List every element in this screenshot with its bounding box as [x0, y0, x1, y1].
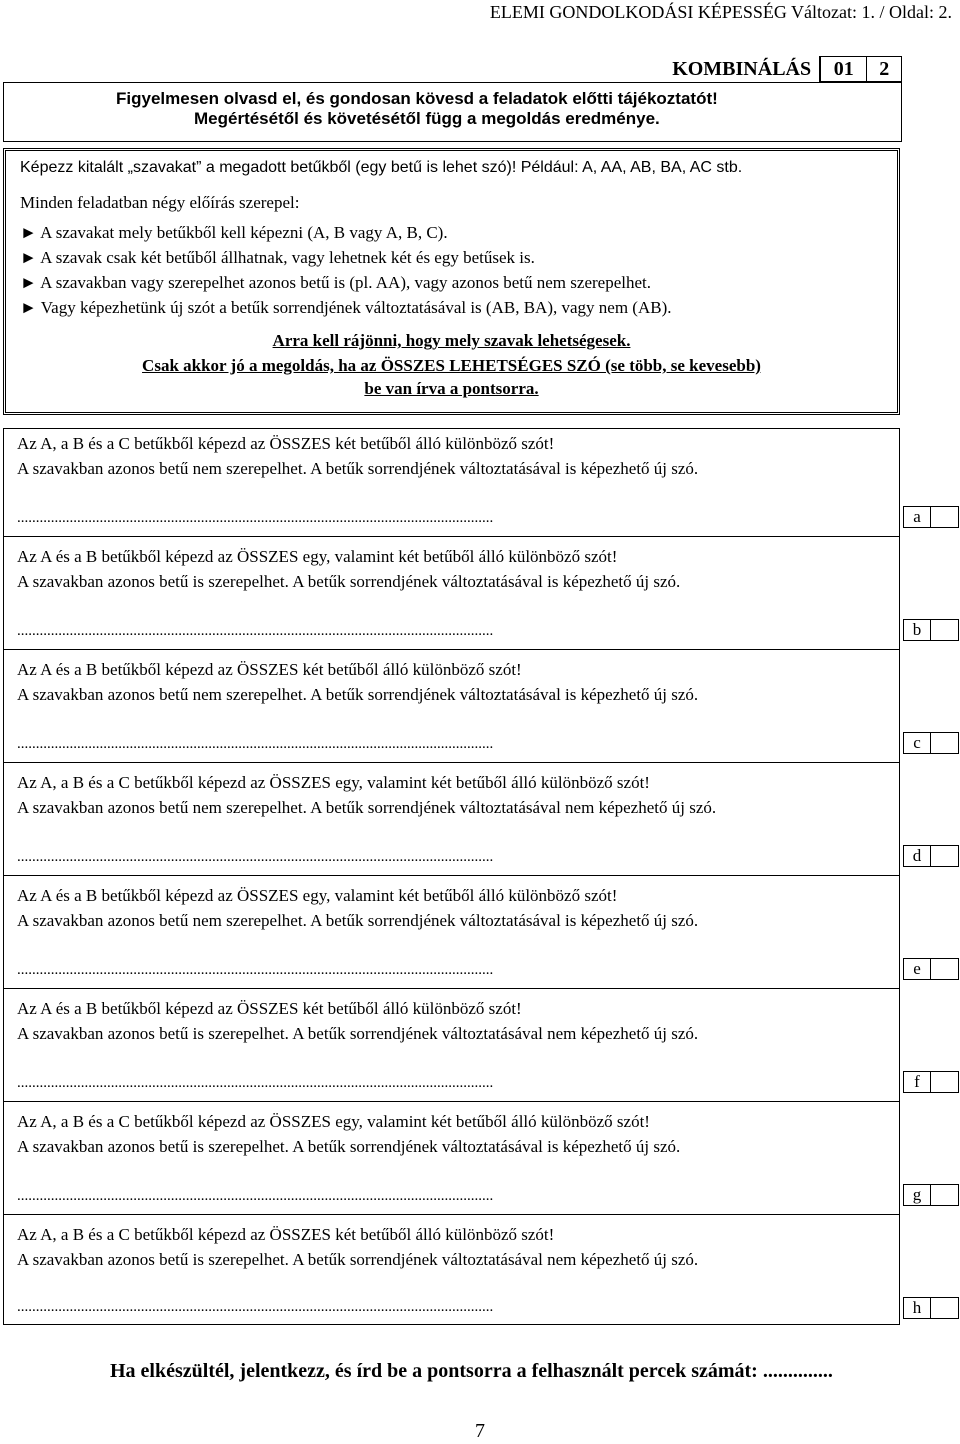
page-number: 7 — [475, 1420, 485, 1442]
task-h-line-2: A szavakban azonos betű is szerepelhet. A betűk sorrendjének változtatásával nem képezhető új szó. — [17, 1250, 699, 1269]
task-e-line-2: A szavakban azonos betű nem szerepelhet. A betűk sorrendjének változtatásával is képezhető új szó. — [17, 911, 699, 930]
task-a-line-1: Az A, a B és a C betűkből képezd az ÖSSZES két betűből álló különböző szót! — [17, 434, 555, 453]
task-f-score-cell[interactable] — [931, 1071, 959, 1093]
notice-line-2: Megértésétől és követésétől függ a megoldás eredménye. — [194, 109, 660, 128]
task-e-score-box — [903, 958, 959, 980]
task-e-label: e — [903, 958, 931, 980]
task-type-label: KOMBINÁLÁS — [672, 56, 820, 82]
task-b-answer-line[interactable]: ............................................................................................................................... — [17, 623, 494, 639]
task-d-score-cell[interactable] — [931, 845, 959, 867]
task-separator — [3, 988, 900, 989]
rules-intro: Képezz kitalált „szavakat” a megadott betűkből (egy betű is lehet szó)! Például: A, AA, AB, BA, AC stb. — [20, 159, 743, 176]
task-g-score-box — [903, 1184, 959, 1206]
task-points: 2 — [867, 56, 902, 82]
task-c-score-cell[interactable] — [931, 732, 959, 754]
task-f-line-1: Az A és a B betűkből képezd az ÖSSZES két betűből álló különböző szót! — [17, 999, 522, 1018]
notice-line-1: Figyelmesen olvasd el, és gondosan kövesd a feladatok előtti tájékoztatót! — [116, 89, 718, 108]
running-header: ELEMI GONDOLKODÁSI KÉPESSÉG Változat: 1. / Oldal: 2. — [489, 2, 952, 22]
task-separator — [3, 762, 900, 763]
task-c-label: c — [903, 732, 931, 754]
rule-bullet-3: ► A szavakban vagy szerepelhet azonos betű is (pl. AA), vagy azonos betű nem szerepelhet. — [20, 273, 651, 292]
task-separator — [3, 1214, 900, 1215]
task-h-label: h — [903, 1297, 931, 1319]
task-g-line-2: A szavakban azonos betű is szerepelhet. A betűk sorrendjének változtatásával is képezhető új szó. — [17, 1137, 681, 1156]
task-separator — [3, 1101, 900, 1102]
task-d-score-box — [903, 845, 959, 867]
task-f-score-box — [903, 1071, 959, 1093]
task-b-score-box — [903, 619, 959, 641]
task-code-box — [672, 56, 902, 82]
rules-emphasis-1: Arra kell rájönni, hogy mely szavak lehetségesek. — [272, 331, 631, 350]
task-d-line-2: A szavakban azonos betű nem szerepelhet. A betűk sorrendjének változtatásával nem képezhető új szó. — [17, 798, 717, 817]
task-f-label: f — [903, 1071, 931, 1093]
task-g-label: g — [903, 1184, 931, 1206]
task-h-line-1: Az A, a B és a C betűkből képezd az ÖSSZES két betűből álló különböző szót! — [17, 1225, 555, 1244]
task-a-score-box — [903, 506, 959, 528]
task-code: 01 — [820, 56, 867, 82]
task-h-score-cell[interactable] — [931, 1297, 959, 1319]
task-b-label: b — [903, 619, 931, 641]
rules-lead: Minden feladatban négy előírás szerepel: — [20, 193, 300, 212]
task-c-score-box — [903, 732, 959, 754]
final-instruction: Ha elkészültél, jelentkezz, és írd be a pontsorra a felhasznált percek számát: .............. — [110, 1360, 833, 1382]
task-b-score-cell[interactable] — [931, 619, 959, 641]
task-d-label: d — [903, 845, 931, 867]
task-f-answer-line[interactable]: ............................................................................................................................... — [17, 1075, 494, 1091]
task-h-answer-line[interactable]: ............................................................................................................................... — [17, 1299, 494, 1315]
task-h-score-box — [903, 1297, 959, 1319]
task-a-label: a — [903, 506, 931, 528]
task-g-answer-line[interactable]: ............................................................................................................................... — [17, 1188, 494, 1204]
task-b-line-1: Az A és a B betűkből képezd az ÖSSZES egy, valamint két betűből álló különböző szót! — [17, 547, 618, 566]
task-e-line-1: Az A és a B betűkből képezd az ÖSSZES egy, valamint két betűből álló különböző szót! — [17, 886, 618, 905]
task-f-line-2: A szavakban azonos betű is szerepelhet. A betűk sorrendjének változtatásával nem képezhető új szó. — [17, 1024, 699, 1043]
rules-emphasis-3: be van írva a pontsorra. — [364, 379, 539, 398]
instruction-notice — [3, 82, 902, 142]
rules-box — [3, 148, 900, 415]
task-a-score-cell[interactable] — [931, 506, 959, 528]
task-e-answer-line[interactable]: ............................................................................................................................... — [17, 962, 494, 978]
task-b-line-2: A szavakban azonos betű is szerepelhet. A betűk sorrendjének változtatásával is képezhető új szó. — [17, 572, 681, 591]
rule-bullet-1: ► A szavakat mely betűkből kell képezni (A, B vagy A, B, C). — [20, 223, 448, 242]
task-d-answer-line[interactable]: ............................................................................................................................... — [17, 849, 494, 865]
task-g-line-1: Az A, a B és a C betűkből képezd az ÖSSZES egy, valamint két betűből álló különböző szót! — [17, 1112, 650, 1131]
task-a-answer-line[interactable]: ............................................................................................................................... — [17, 510, 494, 526]
task-a-line-2: A szavakban azonos betű nem szerepelhet. A betűk sorrendjének változtatásával is képezhető új szó. — [17, 459, 699, 478]
task-list — [3, 428, 958, 1326]
task-d-line-1: Az A, a B és a C betűkből képezd az ÖSSZES egy, valamint két betűből álló különböző szót! — [17, 773, 650, 792]
rules-emphasis-2: Csak akkor jó a megoldás, ha az ÖSSZES LEHETSÉGES SZÓ (se több, se kevesebb) — [142, 356, 761, 375]
task-c-line-2: A szavakban azonos betű nem szerepelhet. A betűk sorrendjének változtatásával is képezhető új szó. — [17, 685, 699, 704]
task-e-score-cell[interactable] — [931, 958, 959, 980]
task-separator — [3, 875, 900, 876]
task-g-score-cell[interactable] — [931, 1184, 959, 1206]
task-separator — [3, 536, 900, 537]
rule-bullet-4: ► Vagy képezhetünk új szót a betűk sorrendjének változtatásával is (AB, BA), vagy nem (AB). — [20, 298, 672, 317]
rule-bullet-2: ► A szavak csak két betűből állhatnak, vagy lehetnek két és egy betűsek is. — [20, 248, 535, 267]
task-separator — [3, 649, 900, 650]
task-c-answer-line[interactable]: ............................................................................................................................... — [17, 736, 494, 752]
task-c-line-1: Az A és a B betűkből képezd az ÖSSZES két betűből álló különböző szót! — [17, 660, 522, 679]
